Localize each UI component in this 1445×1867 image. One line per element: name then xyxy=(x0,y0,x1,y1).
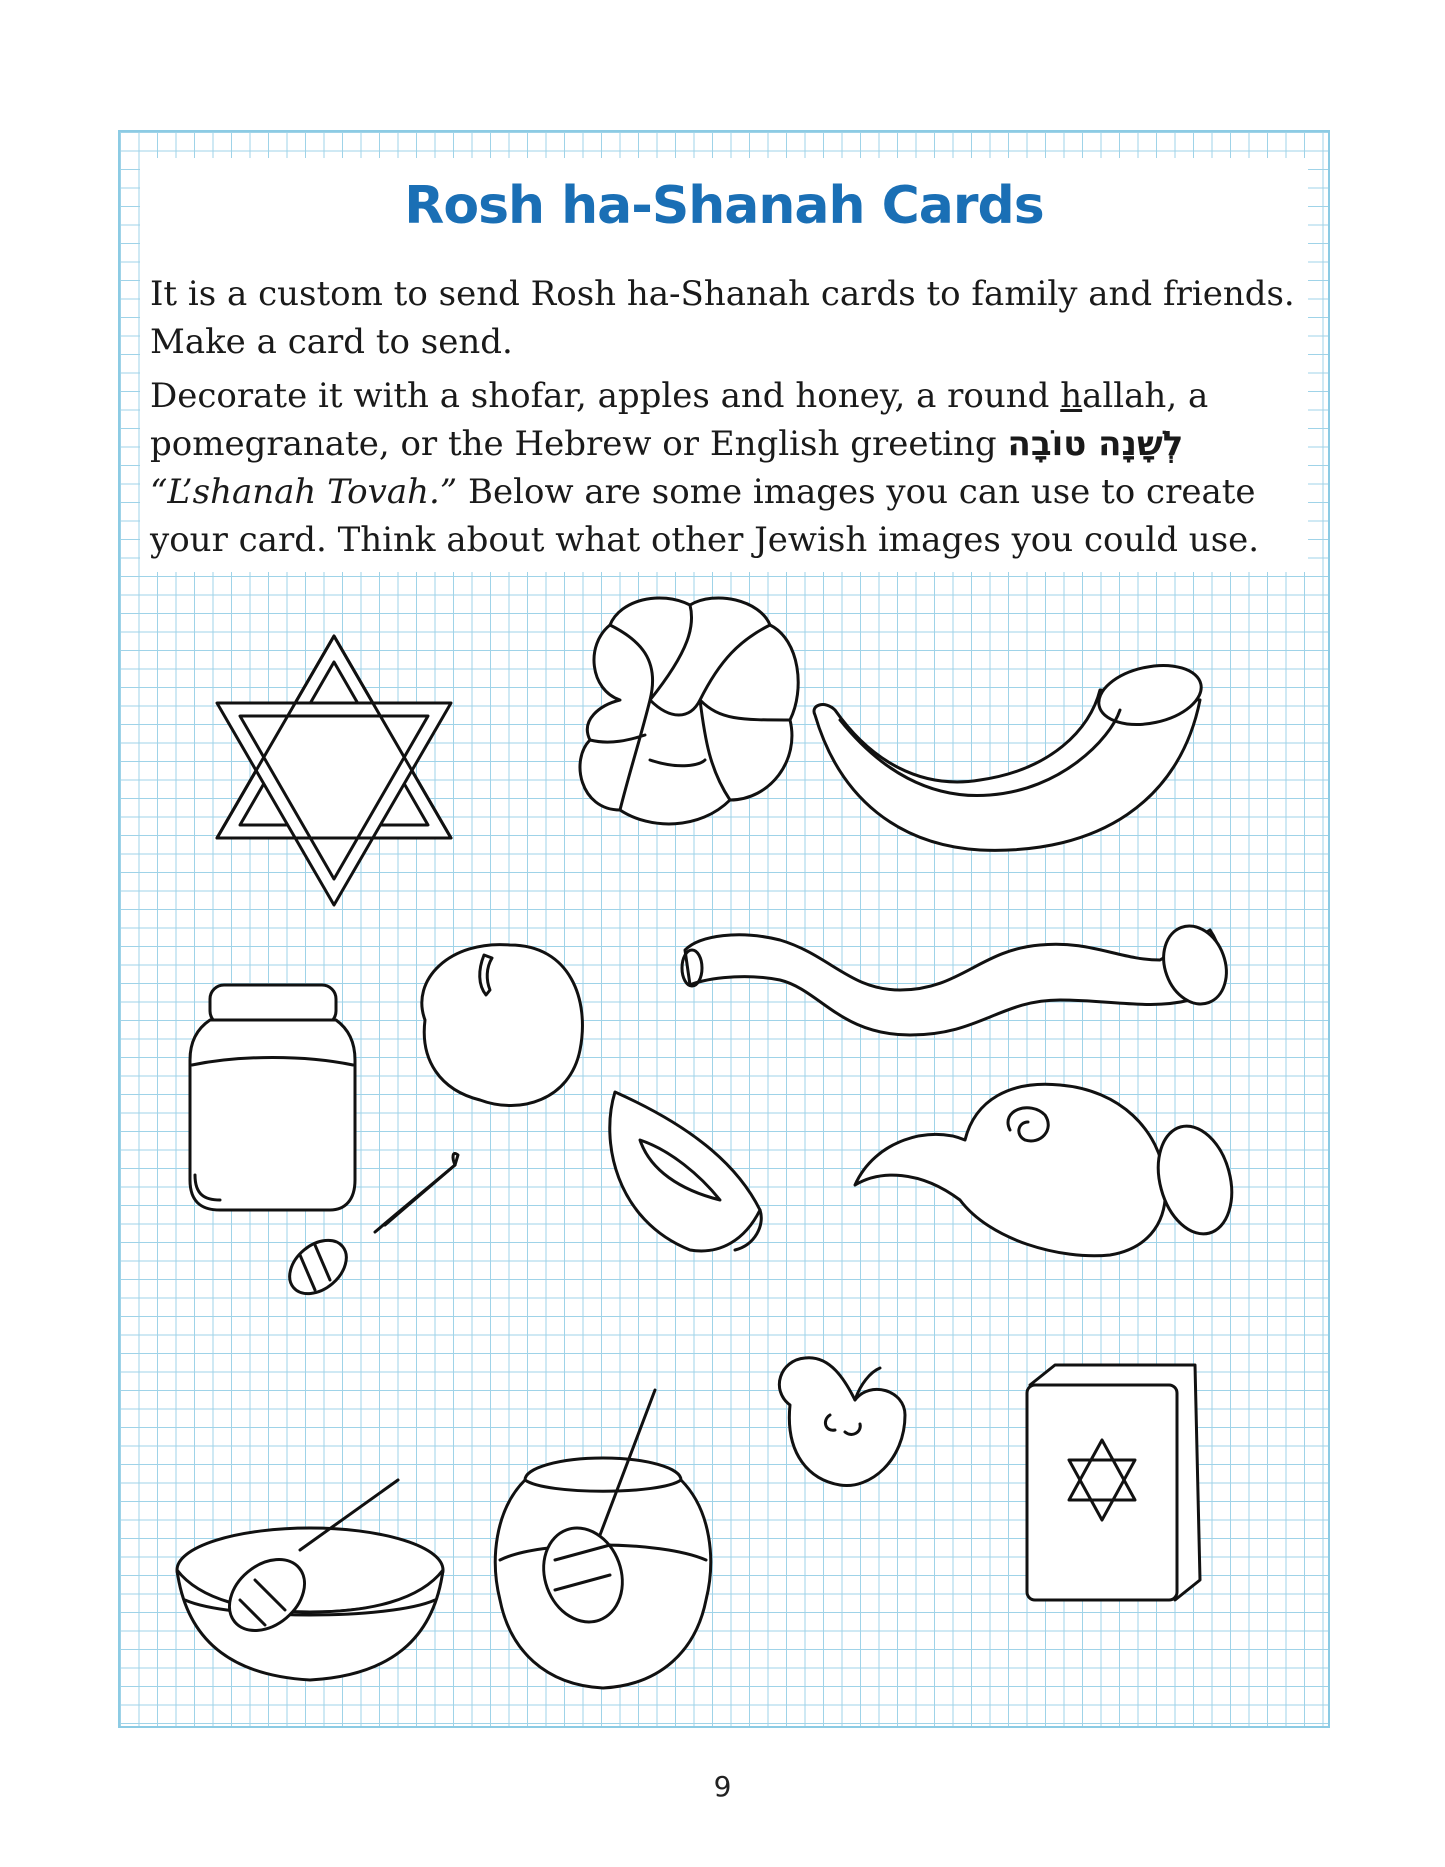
small-apple-icon xyxy=(779,1358,905,1486)
prayer-book-icon xyxy=(1027,1365,1200,1600)
instructions-text-2: allah, a pomegranate, or the Hebrew or English greeting xyxy=(150,376,1209,464)
apple-icon xyxy=(422,945,583,1106)
honey-bowl-icon xyxy=(177,1480,443,1680)
star-of-david-icon xyxy=(217,636,451,905)
honey-jar-icon xyxy=(190,985,355,1210)
page-title: Rosh ha-Shanah Cards xyxy=(404,176,1044,236)
round-hallah-icon xyxy=(580,598,798,824)
underlined-letter: h xyxy=(1060,376,1083,416)
long-shofar-icon xyxy=(682,917,1237,1035)
apple-slice-icon xyxy=(610,1092,762,1251)
page-number: 9 xyxy=(713,1770,732,1803)
honey-pot-icon xyxy=(495,1390,710,1688)
intro-paragraph: It is a custom to send Rosh ha-Shanah cards to family and friends. Make a card to send. xyxy=(150,274,1295,362)
shofar-icon xyxy=(814,657,1207,851)
instructions-text-1: Decorate it with a shofar, apples and honey, a round xyxy=(150,376,1061,416)
curled-shofar-icon xyxy=(855,1084,1243,1256)
hebrew-greeting: לְשָׁנָה טוֹבָה xyxy=(1007,424,1184,464)
instructions-text-3: Below are some images you can use to create your card. Think about what other Jewish images you could use. xyxy=(150,472,1260,560)
greeting-transliteration: “L’shanah Tovah.” xyxy=(150,472,458,512)
